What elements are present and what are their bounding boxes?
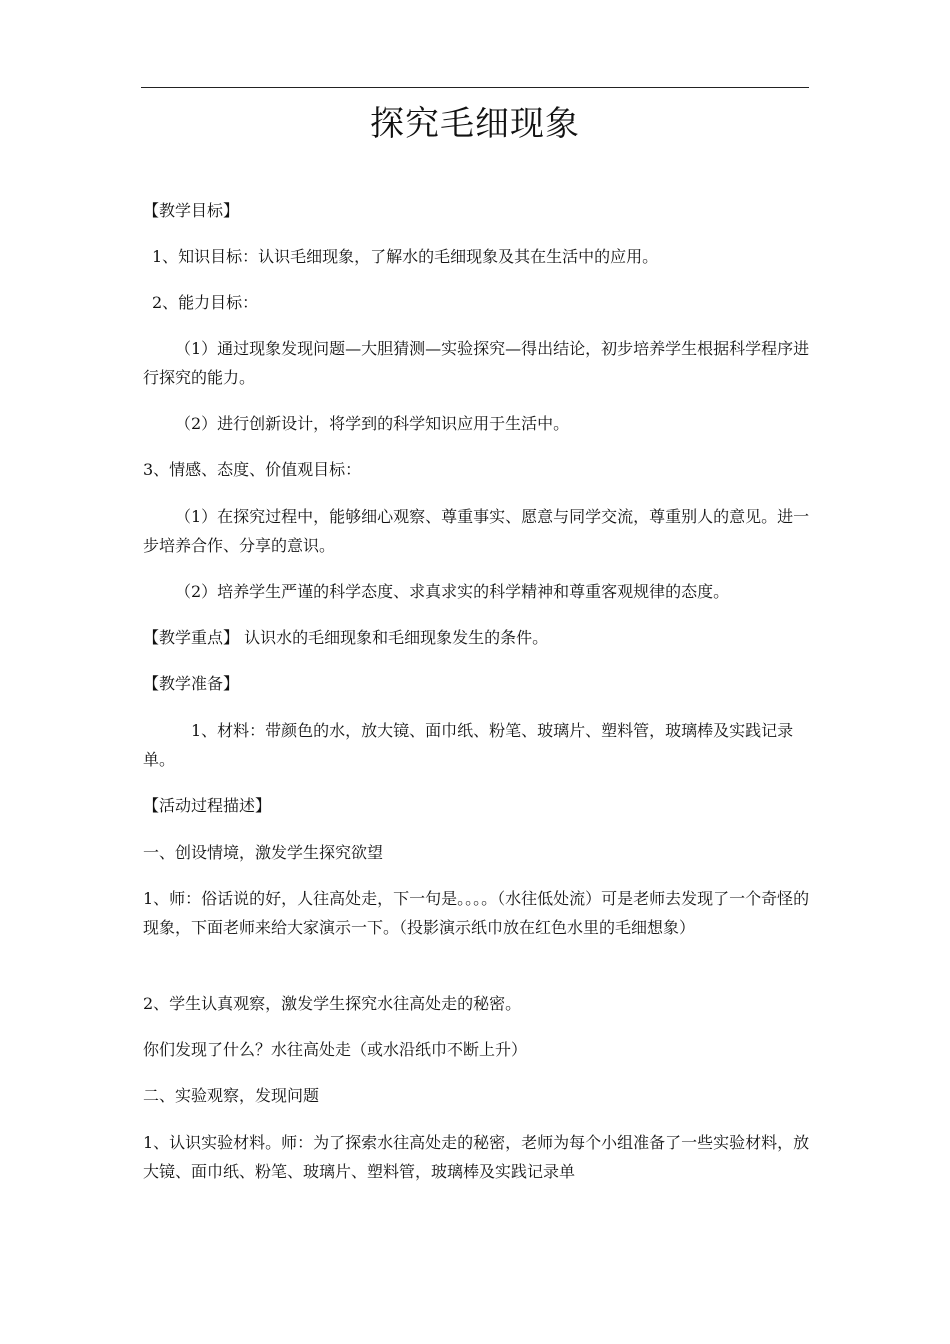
paragraph-emotion-goal-2: （2）培养学生严谨的科学态度、求真求实的科学精神和尊重客观规律的态度。 — [175, 582, 730, 601]
section-heading-teaching-goals: 【教学目标】 — [143, 201, 240, 220]
paragraph-emotion-goal-1: （1）在探究过程中，能够细心观察、尊重事实、愿意与同学交流，尊重别人的意见。进一步培养合作、分享的意识。 — [143, 507, 810, 555]
section-heading-teaching-prep: 【教学准备】 — [143, 674, 240, 693]
paragraph-question: 你们发现了什么？水往高处走（或水沿纸巾不断上升） — [143, 1040, 528, 1059]
header-rule — [141, 87, 809, 88]
section-heading-activity-process: 【活动过程描述】 — [143, 796, 272, 815]
heading-step-two: 二、实验观察，发现问题 — [143, 1086, 320, 1105]
paragraph-ability-goal-2: （2）进行创新设计，将学到的科学知识应用于生活中。 — [175, 414, 570, 433]
paragraph-student-observe: 2、学生认真观察，激发学生探究水往高处走的秘密。 — [143, 994, 522, 1013]
paragraph-materials-intro: 1、认识实验材料。师：为了探索水往高处走的秘密，老师为每个小组准备了一些实验材料，放大镜、面巾纸、粉笔、玻璃片、塑料管，玻璃棒及实践记录单 — [143, 1133, 810, 1181]
paragraph-materials: 1、材料：带颜色的水，放大镜、面巾纸、粉笔、玻璃片、塑料管，玻璃棒及实践记录单。 — [143, 721, 794, 769]
heading-step-one: 一、创设情境，激发学生探究欲望 — [143, 843, 384, 862]
paragraph-ability-goal-1: （1）通过现象发现问题—大胆猜测—实验探究—得出结论，初步培养学生根据科学程序进行探究的能力。 — [143, 339, 810, 387]
paragraph-emotion-goal: 3、情感、态度、价值观目标： — [143, 460, 362, 479]
paragraph-knowledge-goal: 1、知识目标：认识毛细现象，了解水的毛细现象及其在生活中的应用。 — [152, 247, 659, 266]
paragraph-teacher-intro: 1、师：俗话说的好，人往高处走，下一句是。。。。（水往低处流）可是老师去发现了一个奇怪的现象，下面老师来给大家演示一下。（投影演示纸巾放在红色水里的毛细想象） — [143, 889, 810, 937]
section-teaching-focus: 【教学重点】 认识水的毛细现象和毛细现象发生的条件。 — [143, 628, 549, 647]
paragraph-ability-goal: 2、能力目标： — [152, 293, 259, 312]
document-title: 探究毛细现象 — [370, 104, 580, 144]
